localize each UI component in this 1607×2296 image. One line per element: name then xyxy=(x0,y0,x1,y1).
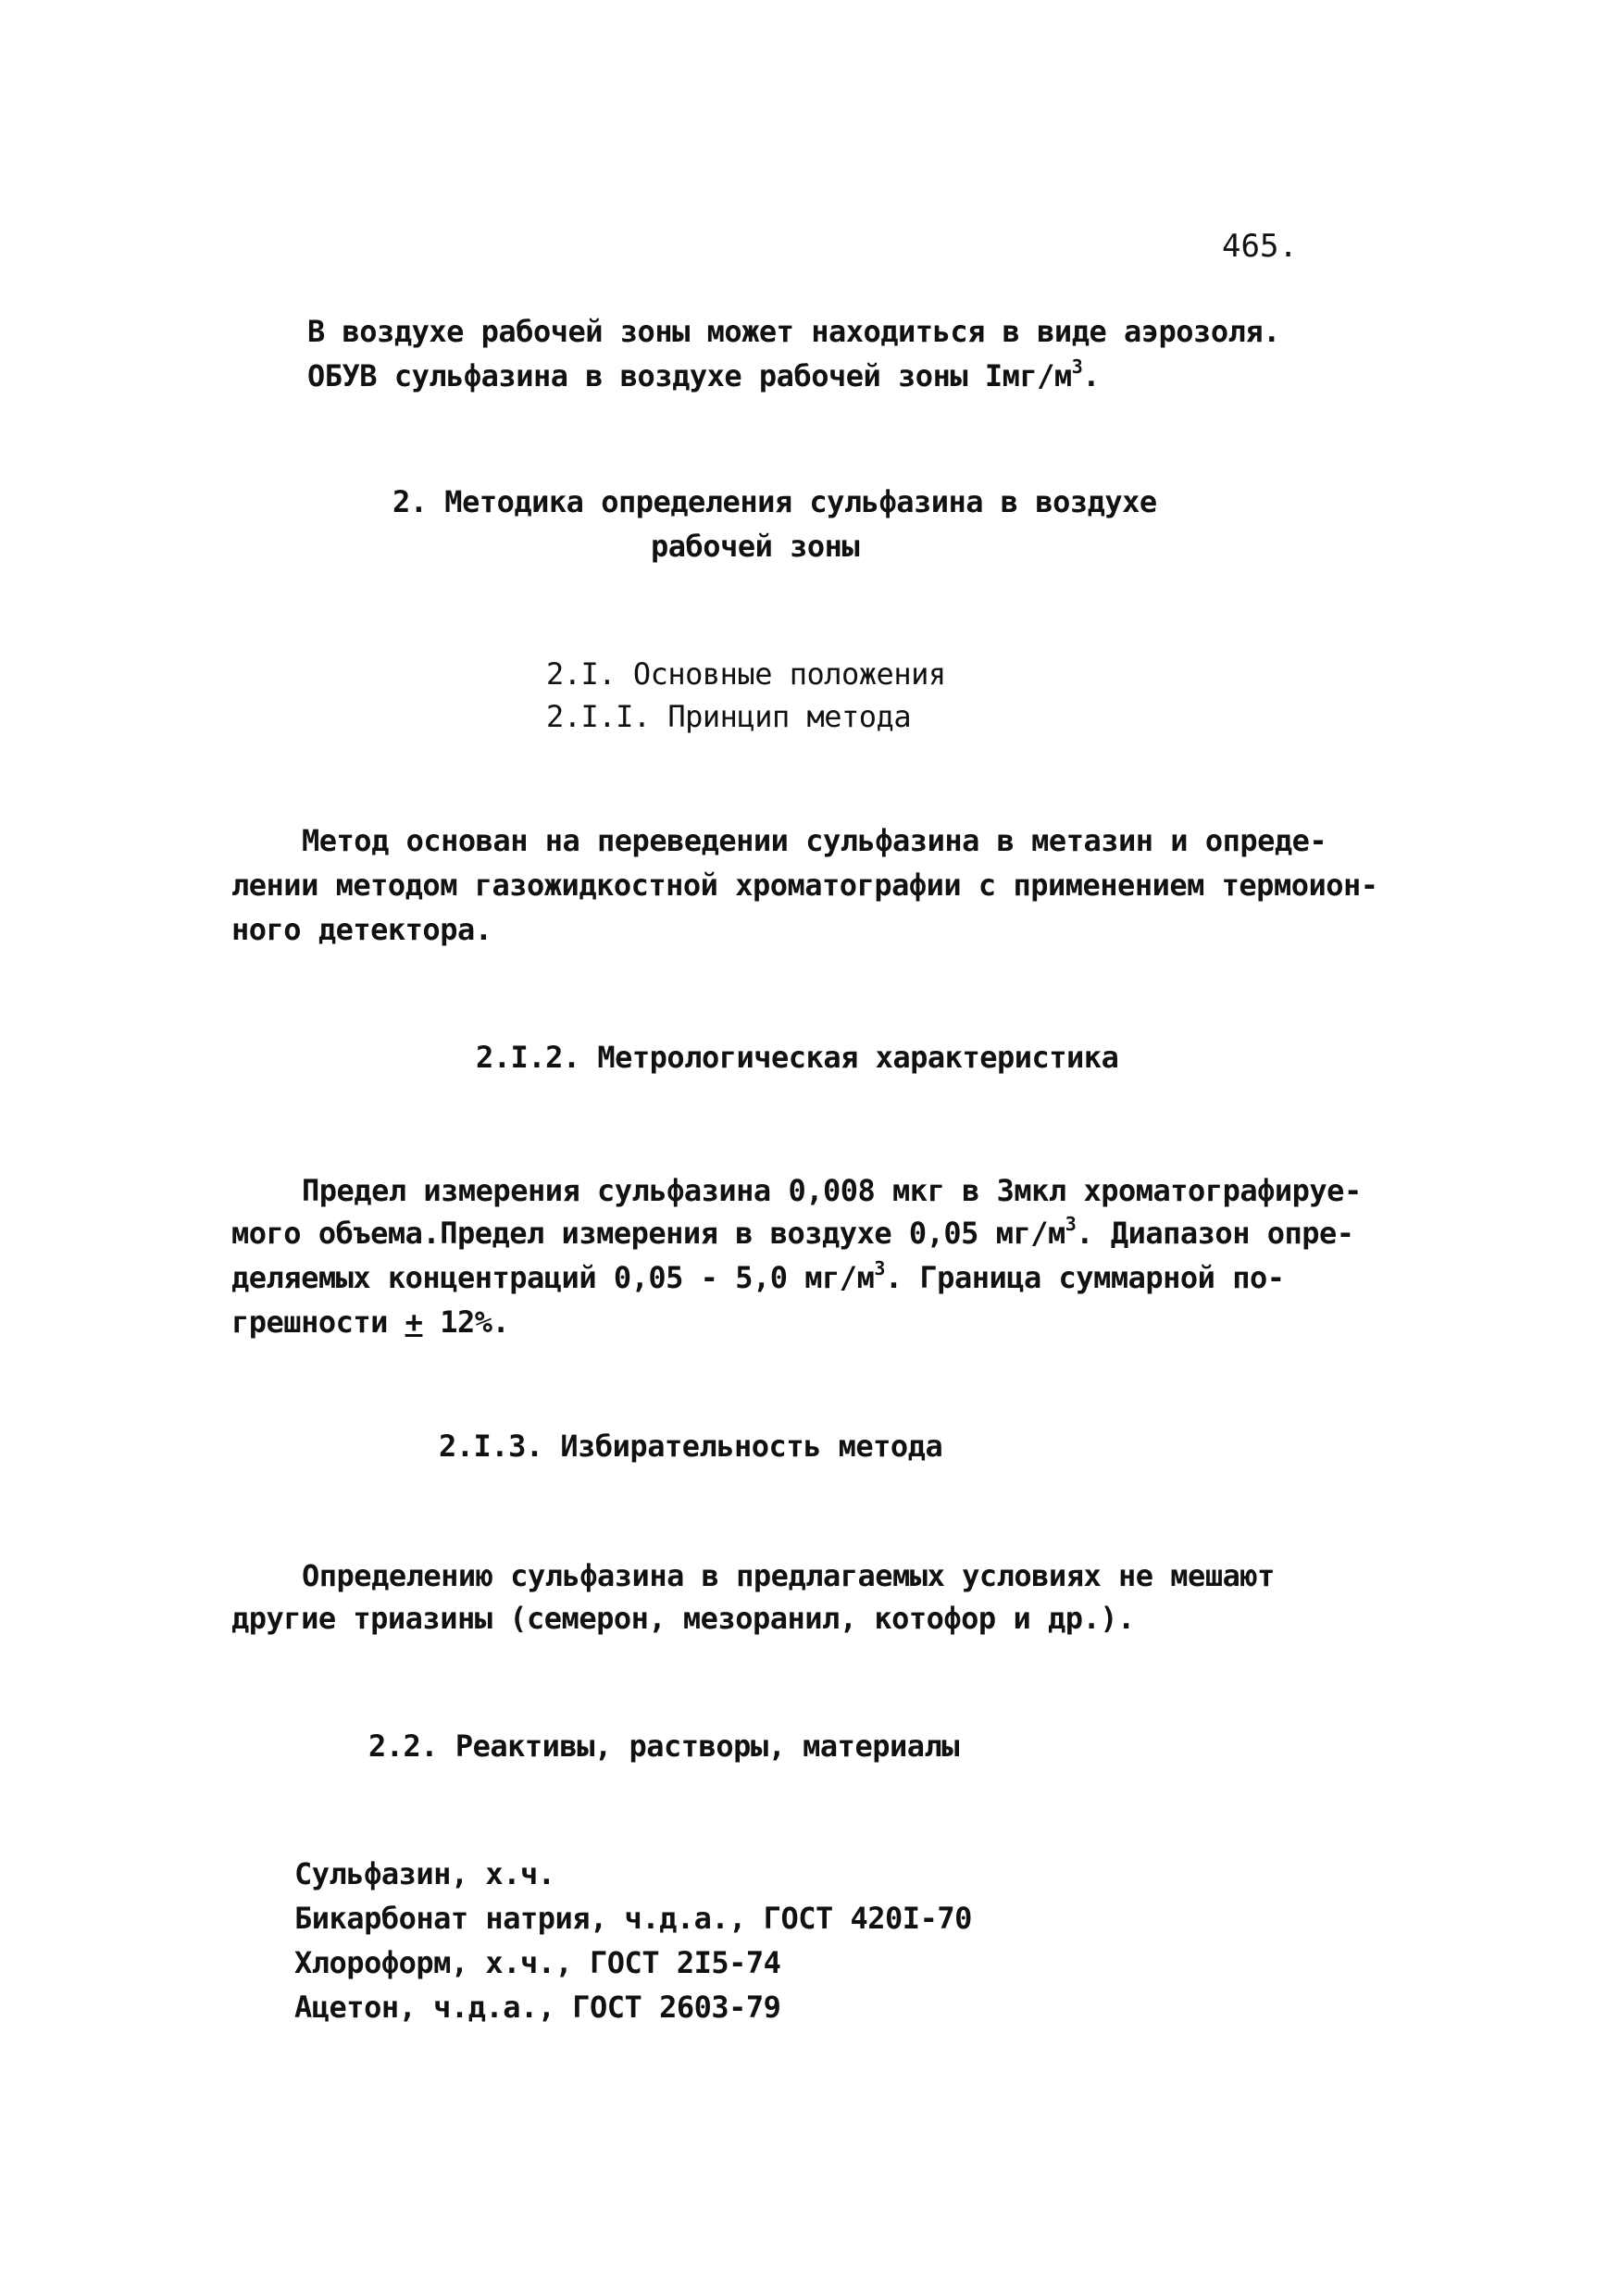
reagent-item: Хлороформ, х.ч., ГОСТ 2I5-74 xyxy=(294,1945,781,1980)
metrology-line-3 xyxy=(231,1254,1284,1302)
metrology-line-4-text: грешности xyxy=(231,1304,405,1340)
reagent-item: Сульфазин, х.ч. xyxy=(294,1856,555,1891)
metrology-line-4-end: 12%. xyxy=(422,1304,510,1340)
metrology-line-3-end: . Граница суммарной по- xyxy=(884,1260,1285,1295)
metrology-line-2 xyxy=(231,1209,1354,1257)
section-2-2-title: 2.2. Реактивы, растворы, материалы xyxy=(368,1728,960,1764)
metrology-line-4 xyxy=(231,1298,509,1346)
method-text-line-1: Метод основан на переведении сульфазина в метазин и опреде- xyxy=(302,823,1327,858)
section-2-1-2-title: 2.I.2. Метрологическая характеристика xyxy=(476,1040,1119,1075)
metrology-line-1: Предел измерения сульфазина 0,008 мкг в 3мкл хроматографируе- xyxy=(302,1173,1362,1208)
reagent-item: Ацетон, ч.д.а., ГОСТ 2603-79 xyxy=(294,1990,781,2025)
section-2-1-3-title: 2.I.3. Избирательность метода xyxy=(439,1429,943,1464)
section-2-1-title: 2.I. Основные положения xyxy=(546,656,946,692)
metrology-line-2-text: мого объема.Предел измерения в воздухе 0,05 мг/м xyxy=(231,1216,1065,1251)
method-text-line-2: лении методом газожидкостной хроматографии с применением термоион- xyxy=(231,867,1378,903)
reagent-item: Бикарбонат натрия, ч.д.а., ГОСТ 420I-70 xyxy=(294,1901,972,1936)
page-number: 465. xyxy=(1222,228,1298,265)
plus-minus-sign: + xyxy=(405,1304,423,1340)
selectivity-line-1: Определению сульфазина в предлагаемых условиях не мешают xyxy=(302,1558,1275,1593)
intro-line-2-text: ОБУВ сульфазина в воздухе рабочей зоны Iмг/м xyxy=(307,358,1072,393)
method-text-line-3: ного детектора. xyxy=(231,912,492,947)
section-2-1-1-title: 2.I.I. Принцип метода xyxy=(546,699,912,734)
metrology-line-3-text: деляемых концентраций 0,05 - 5,0 мг/м xyxy=(231,1260,875,1295)
intro-line-1: В воздухе рабочей зоны может находиться в виде аэрозоля. xyxy=(307,314,1280,349)
metrology-line-3-superscript: 3 xyxy=(874,1257,885,1279)
intro-line-2-superscript: 3 xyxy=(1071,356,1083,378)
metrology-line-2-superscript: 3 xyxy=(1065,1213,1077,1235)
intro-line-2 xyxy=(307,352,1100,400)
section-2-title-line-2: рабочей зоны xyxy=(651,529,860,564)
intro-line-2-end: . xyxy=(1082,358,1100,393)
selectivity-line-2: другие триазины (семерон, мезоранил, котофор и др.). xyxy=(231,1601,1135,1636)
section-2-title-line-1: 2. Методика определения сульфазина в воздухе xyxy=(392,484,1157,519)
metrology-line-2-end: . Диапазон опре- xyxy=(1076,1216,1354,1251)
